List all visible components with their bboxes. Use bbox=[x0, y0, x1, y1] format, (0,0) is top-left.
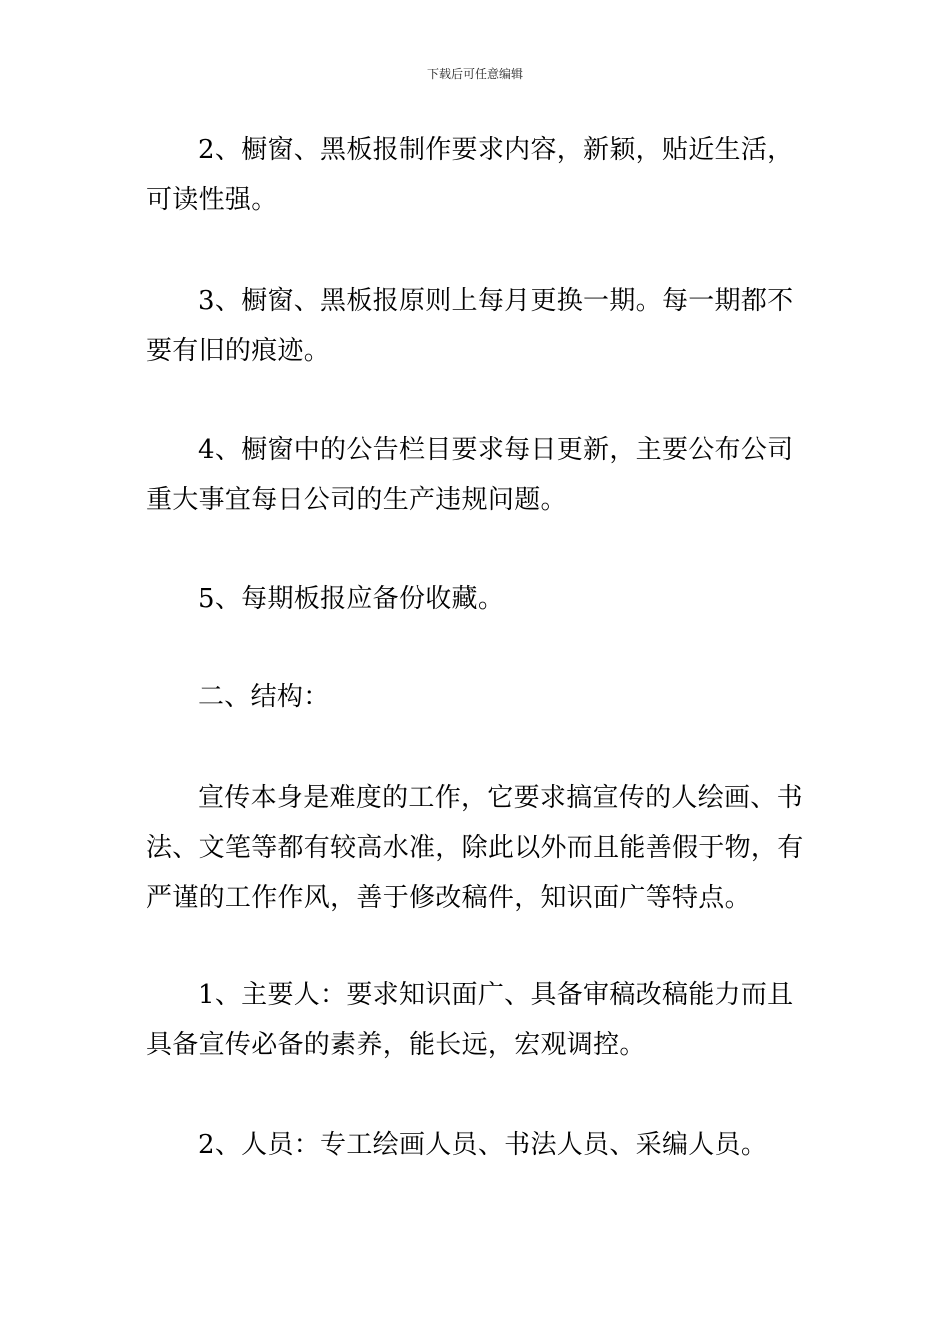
paragraph-structure-1: 1、主要人：要求知识面广、具备审稿改稿能力而且具备宣传必备的素养，能长远，宏观调控。 bbox=[146, 980, 794, 1060]
page-header: 下载后可任意编辑 bbox=[426, 67, 523, 81]
paragraph-requirement-5: 5、每期板报应备份收藏。 bbox=[198, 584, 505, 614]
section-heading-structure: 二、结构： bbox=[198, 682, 330, 712]
paragraph-requirement-2: 2、橱窗、黑板报制作要求内容，新颖，贴近生活，可读性强。 bbox=[146, 135, 794, 215]
paragraph-structure-2: 2、人员：专工绘画人员、书法人员、采编人员。 bbox=[198, 1130, 768, 1160]
paragraph-structure-intro: 宣传本身是难度的工作，它要求搞宣传的人绘画、书法、文笔等都有较高水准，除此以外而且能善假于物，有严谨的工作作风，善于修改稿件，知识面广等特点。 bbox=[146, 783, 804, 913]
paragraph-requirement-3: 3、橱窗、黑板报原则上每月更换一期。每一期都不要有旧的痕迹。 bbox=[146, 286, 794, 366]
paragraph-requirement-4: 4、橱窗中的公告栏目要求每日更新，主要公布公司重大事宜每日公司的生产违规问题。 bbox=[146, 435, 794, 515]
